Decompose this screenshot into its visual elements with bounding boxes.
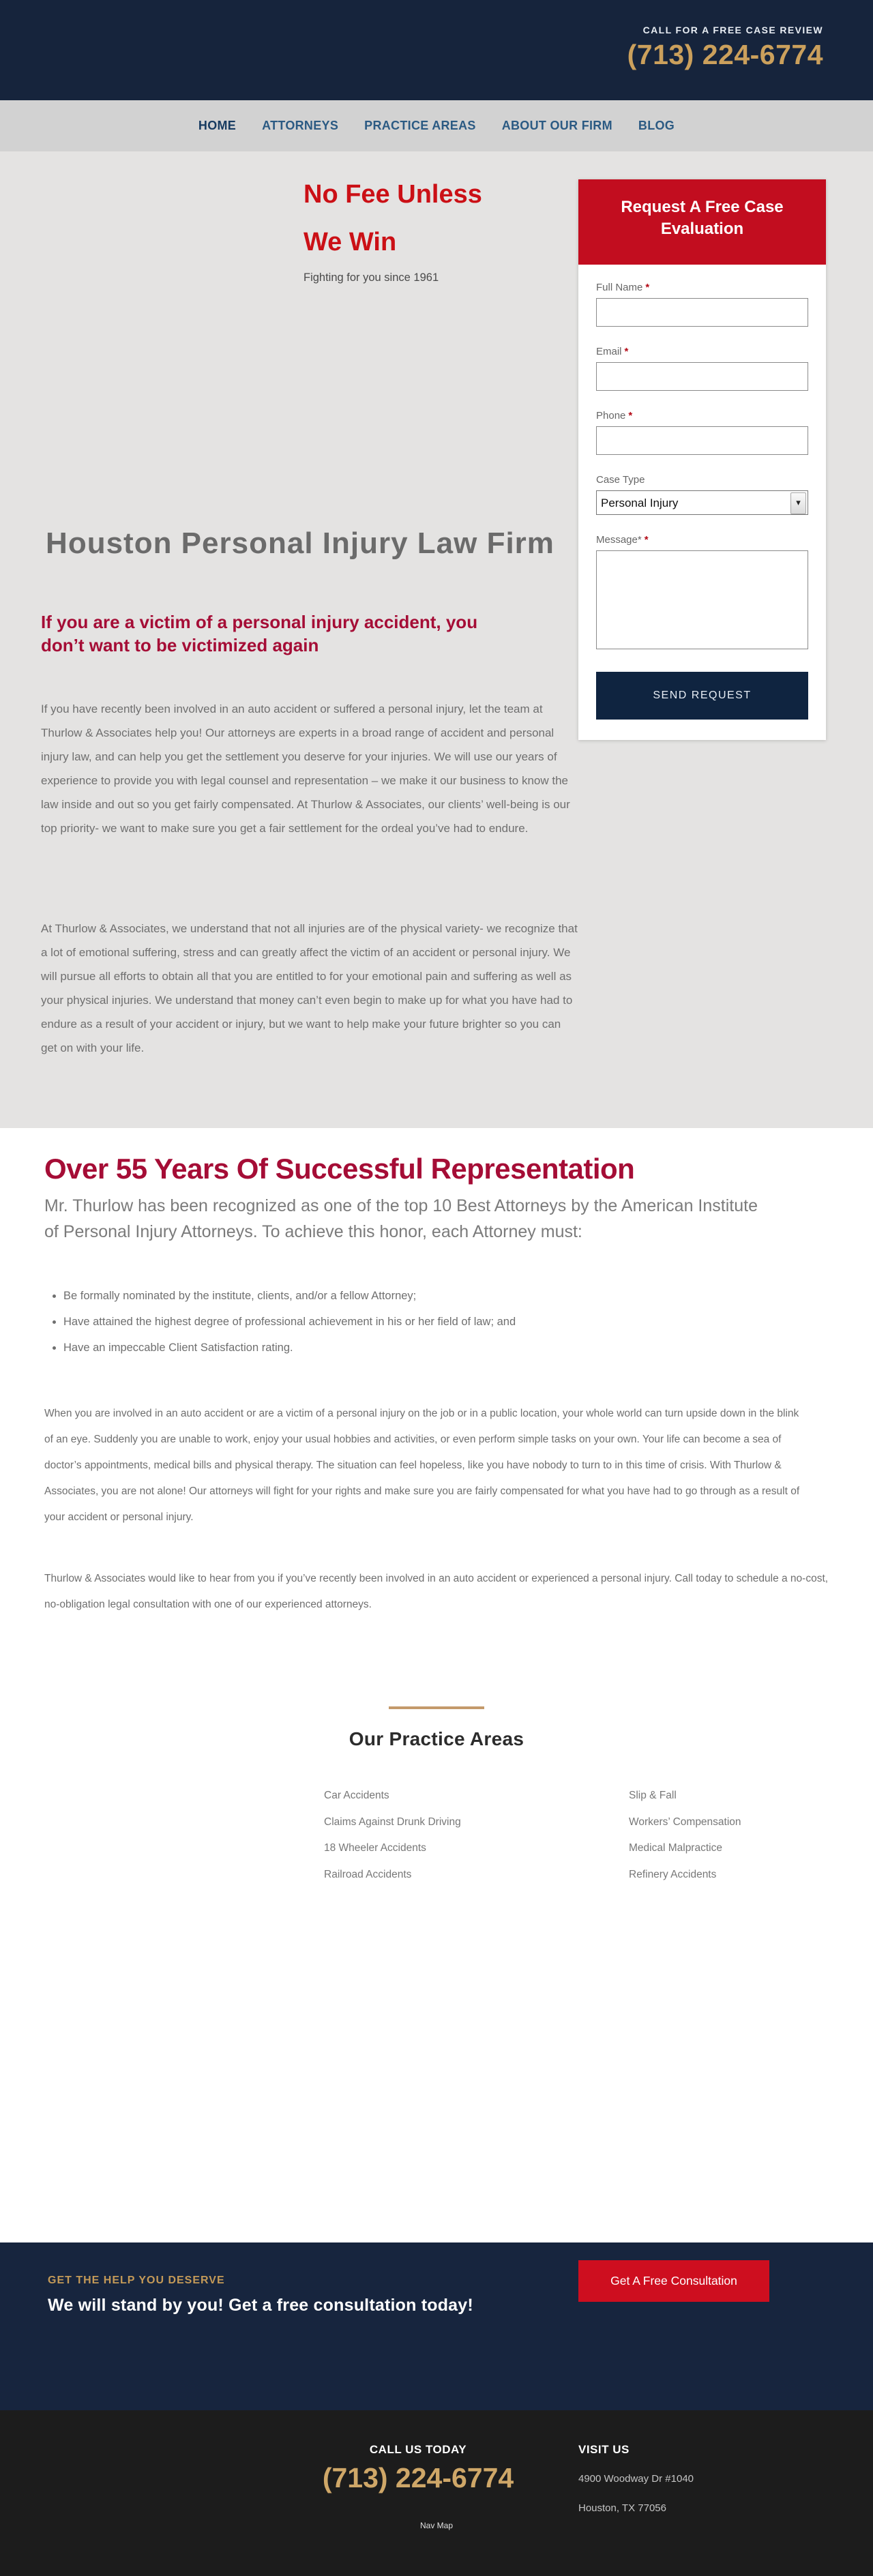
hero-paragraph-1: If you have recently been involved in an auto accident or suffered a personal injury, let the team at Thurlow & Associates help you! Our attorneys are experts in a broad range of accident and personal injury law, and can help you get the settlement you deserve for your injuries. We will use our years of experience to provide you with legal counsel and representation – we make it our business to know the law inside and out so you get fairly compensated. At Thurlow & Associates, our clients’ well-being is our top priority- we want to make sure you get a fair settlement for the ordeal you’ve had to endure. — [41, 702, 570, 835]
full-name-input[interactable] — [596, 298, 808, 327]
section-title: Over 55 Years Of Successful Representation — [44, 1153, 635, 1185]
required-asterisk: * — [628, 410, 633, 421]
list-item: • Have attained the highest degree of professional achievement in his or her field of law; and — [63, 1309, 604, 1335]
gold-divider — [389, 1706, 484, 1709]
footer-visit-block — [578, 2443, 694, 2514]
cta-kicker: GET THE HELP YOU DESERVE — [48, 2275, 225, 2286]
hero-subtitle: If you are a victim of a personal injury accident, you don’t want to be victimized again — [41, 612, 478, 655]
send-request-button[interactable]: SEND REQUEST — [596, 672, 808, 720]
message-group — [596, 534, 808, 653]
case-type-group — [596, 474, 808, 515]
nav-item-home[interactable]: HOME — [198, 119, 237, 132]
footer-call-title: CALL US TODAY — [369, 2443, 467, 2456]
hero-paragraph-2: At Thurlow & Associates, we understand that not all injuries are of the physical variety- we recognize that a lot of emotional suffering, stress and can greatly affect the victim of an accident or personal injury. We will pursue all efforts to obtain all that you are entitled to for your emotional pain and suffering as well as your physical injuries. We understand that money can’t even begin to make up for what you have had to endure as a result of your accident or injury, but we want to help make your future brighter so you can get on with your life. — [41, 922, 578, 1055]
section-lead: Mr. Thurlow has been recognized as one of the top 10 Best Attorneys by the American Institute of Personal Injury Attorneys. To achieve this honor, each Attorney must: — [44, 1196, 758, 1241]
required-asterisk: * — [644, 534, 649, 546]
footer-visit-title: VISIT US — [578, 2443, 630, 2456]
case-evaluation-form — [578, 179, 826, 740]
practice-areas-column-right — [629, 1783, 741, 1888]
practice-link-car-accidents[interactable]: Car Accidents — [324, 1790, 389, 1801]
phone-label: Phone * — [596, 410, 633, 421]
footer-address-line2: Houston, TX 77056 — [578, 2502, 666, 2514]
practice-areas-grid — [324, 1783, 741, 1888]
email-label: Email * — [596, 346, 629, 357]
representation-section — [0, 1128, 873, 2242]
form-title: Request A Free Case Evaluation — [578, 179, 826, 265]
section-paragraph-2: Thurlow & Associates would like to hear from you if you’ve recently been involved in an auto accident or experienced a personal injury. Call today to schedule a no-cost, no-obligation legal consultation with one of our experienced attorneys. — [44, 1573, 829, 1610]
practice-link-slip-fall[interactable]: Slip & Fall — [629, 1790, 677, 1801]
nav-item-practice-areas[interactable]: PRACTICE AREAS — [364, 119, 476, 132]
cta-band — [0, 2242, 873, 2410]
footer-address-line1: 4900 Woodway Dr #1040 — [578, 2473, 694, 2485]
page-title: Houston Personal Injury Law Firm — [46, 527, 554, 560]
nav-item-about-our-firm[interactable]: ABOUT OUR FIRM — [501, 119, 612, 132]
message-label: Message* * — [596, 534, 649, 546]
phone-input[interactable] — [596, 426, 808, 455]
practice-areas-title: Our Practice Areas — [349, 1728, 524, 1749]
list-item: • Be formally nominated by the institute, clients, and/or a fellow Attorney; — [63, 1284, 604, 1309]
case-type-label: Case Type — [596, 474, 645, 486]
nav-map-link[interactable]: Nav Map — [419, 2521, 454, 2530]
practice-link-medical-malpractice[interactable]: Medical Malpractice — [629, 1842, 722, 1854]
footer-nav-map — [0, 2519, 873, 2532]
case-type-select[interactable] — [596, 490, 808, 515]
footer-phone-link[interactable]: (713) 224-6774 — [322, 2462, 514, 2493]
nav-item-attorneys[interactable]: ATTORNEYS — [262, 119, 339, 132]
practice-link-drunk-driving[interactable]: Claims Against Drunk Driving — [324, 1816, 461, 1828]
free-consultation-button[interactable]: Get A Free Consultation — [578, 2260, 769, 2302]
email-input[interactable] — [596, 362, 808, 391]
required-asterisk: * — [624, 346, 629, 357]
practice-areas-column-left — [324, 1783, 629, 1888]
main-nav — [0, 100, 873, 151]
hero-tagline: Fighting for you since 1961 — [304, 271, 439, 284]
practice-link-refinery[interactable]: Refinery Accidents — [629, 1868, 717, 1880]
footer-call-block — [308, 2443, 528, 2494]
case-type-select-wrap — [596, 490, 808, 515]
call-review-label: CALL FOR A FREE CASE REVIEW — [642, 25, 823, 35]
attorney-criteria-list — [44, 1284, 604, 1361]
practice-link-workers-comp[interactable]: Workers’ Compensation — [629, 1816, 741, 1828]
hero-section — [0, 151, 873, 1128]
nav-item-blog[interactable]: BLOG — [638, 119, 675, 132]
top-bar — [0, 0, 873, 100]
full-name-label: Full Name * — [596, 282, 650, 293]
practice-link-18-wheeler[interactable]: 18 Wheeler Accidents — [324, 1842, 426, 1854]
message-textarea[interactable] — [596, 550, 808, 649]
full-name-group — [596, 282, 808, 327]
practice-link-railroad[interactable]: Railroad Accidents — [324, 1868, 412, 1880]
required-asterisk: * — [645, 282, 650, 293]
hero-headline — [304, 181, 482, 284]
cta-headline: We will stand by you! Get a free consultation today! — [48, 2296, 473, 2315]
list-item: • Have an impeccable Client Satisfaction rating. — [63, 1335, 604, 1361]
header-phone-link[interactable]: (713) 224-6774 — [627, 39, 823, 70]
email-group — [596, 346, 808, 391]
phone-group — [596, 410, 808, 455]
hero-headline-line1: No Fee Unless — [304, 180, 482, 209]
section-paragraph-1: When you are involved in an auto accident or are a victim of a personal injury on the job or in a public location, your whole world can turn upside down in the blink of an eye. Suddenly you are unable to work, enjoy your usual hobbies and activities, or even perform simple tasks on your own. Your life can become a sea of doctor’s appointments, medical bills and physical therapy. The situation can feel hopeless, like you have nobody to turn to in this time of crisis. With Thurlow & Associates, you are not alone! Our attorneys will fight for your rights and make sure you are fairly compensated for what you have had to go through as a result of your accident or personal injury. — [44, 1408, 800, 1523]
footer — [0, 2410, 873, 2576]
hero-headline-line2: We Win — [304, 228, 397, 256]
